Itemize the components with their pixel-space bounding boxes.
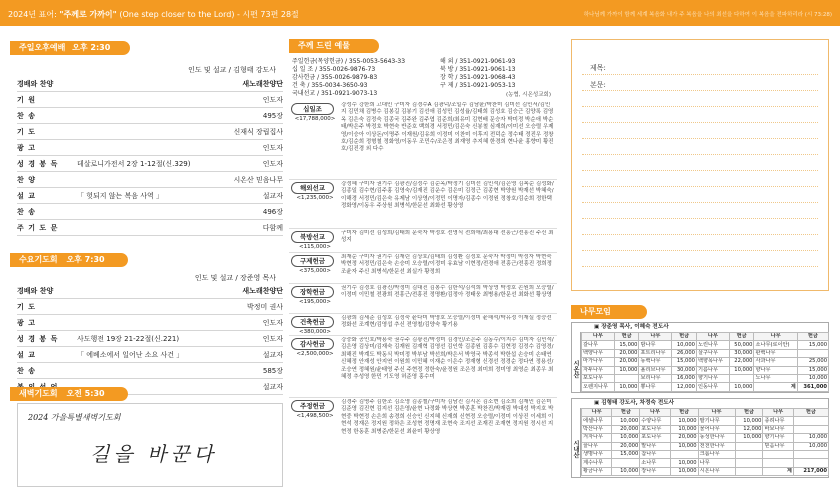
offering-category-tag: 해외선교 <box>291 182 334 194</box>
sunday-title-text: 주일오후예배 <box>19 43 66 52</box>
tree-amount-cell: 30,000 <box>729 349 754 357</box>
tree-amount-cell <box>729 374 754 382</box>
order-row <box>17 76 283 92</box>
tree-name-cell: 밤나무 <box>639 341 672 349</box>
tree-amount-cell: 10,000 <box>670 467 698 475</box>
tree-amount-cell: 15,000 <box>614 341 639 349</box>
tree-name-cell: 계 <box>754 383 797 391</box>
motto-title: "주께로 가까이" <box>59 10 117 19</box>
order-detail: 「 헛되지 않는 복음 사역 」 <box>77 191 163 200</box>
order-row <box>17 363 283 379</box>
order-row <box>17 188 283 204</box>
account-line: 건 축 / 355-0034-3650-93 <box>292 82 368 89</box>
note-line <box>582 106 818 107</box>
order-label: 성 경 봉 독 <box>17 334 59 343</box>
order-label: 찬 송 <box>17 207 36 216</box>
offering-category-tag: 감사헌금 <box>291 338 334 350</box>
table-header-row <box>582 409 829 417</box>
table-row <box>582 341 829 349</box>
account-line: 국내선교 / 351-0921-9073-13 <box>292 90 378 97</box>
tree-name-cell: 마가나무 <box>582 358 615 366</box>
order-row <box>17 92 283 108</box>
order-row <box>17 108 283 124</box>
offering-donor-names: 강중화 공인호/박용숙 권수주 김광진/박정미 김경민/조은주 김동수/이지수 김미자 김민석/김은영 김상미/김재숙 김재원 김재혁 김영선 김인학 김종원 김흥수 김현정 김정수 김영경/최해진 박계도 박동식 박미정 박부남 박선희/박은서 박영국 박종석 박한섭 손승미 손태연 신혜정 안재성 안지연 이원희 이민혜 이재순 이은수 정재형 신경선 정경순 정다연 정용선/조승연 정혜원/윤태영 주신 주현정 정한숙/윤정원 조은정 최미희 정미영 최영순 최종우 최혜정 추성영 한민 기도영 허준영 홍수미 <box>341 337 554 381</box>
account-line: 북 방 / 351-0921-9061-13 <box>440 66 516 73</box>
dawn-time: 오전 5:30 <box>66 389 105 398</box>
tree-group-title: 나무모임 <box>571 305 647 319</box>
order-detail: 「 에베소에서 일어난 소요 사건 」 <box>77 350 184 359</box>
tree-name-cell: 백양나무 <box>582 349 615 357</box>
order-row <box>17 299 283 315</box>
tree-amount-cell: 10,000 <box>670 459 698 467</box>
tree-amount-cell: 30,000 <box>672 366 697 374</box>
column-header: 헌금 <box>797 333 828 341</box>
tree-amount-cell: 10,000 <box>729 383 754 391</box>
order-row <box>17 124 283 140</box>
offering-donor-names: 권기수 김경호 김광진/박정미 김대진 김봉수 김한석/김석희 박상영 박정호 손원희 오승렬/이정미 이민철 전광희 전흥근/전흥진 정명환/김정아 정태웅 최병용/한문선 최화선 황상영 <box>341 285 554 299</box>
order-row <box>17 156 283 172</box>
tree-name-cell: 포도나무 <box>640 434 670 442</box>
tree-amount-cell: 361,000 <box>797 383 828 391</box>
tree-name-cell: 갈나무 <box>582 341 615 349</box>
order-row <box>17 347 283 363</box>
tree-amount-cell: 20,000 <box>612 442 640 450</box>
tree-amount-cell: 10,000 <box>614 366 639 374</box>
tree-name-cell: 장나무 <box>640 467 670 475</box>
column-header: 헌금 <box>672 333 697 341</box>
tree-group-heading: ▣ 장준영 목사, 이혜숙 전도사 <box>594 324 669 330</box>
order-label: 광 고 <box>17 318 36 327</box>
account-line: 구 제 / 351-0921-9053-13 <box>440 82 516 89</box>
note-title-label: 제목: <box>590 64 606 72</box>
tree-amount-cell: 22,000 <box>729 358 754 366</box>
tree-amount-cell: 10,000 <box>797 374 828 382</box>
sunday-service-title <box>10 41 130 55</box>
column-header: 나무 <box>582 409 612 417</box>
offering-category-amount: <17,788,000> <box>294 116 336 122</box>
tree-amount-cell <box>735 467 763 475</box>
note-line <box>582 170 818 171</box>
order-leader: 인도자 <box>262 95 283 104</box>
order-label: 찬 송 <box>17 111 36 120</box>
tree-name-cell: 기름나무 <box>696 366 729 374</box>
note-line <box>582 122 818 123</box>
offering-category-tag: 십일조 <box>291 103 334 115</box>
tree-name-cell: 전천한나무 <box>698 442 735 450</box>
table-row <box>582 450 829 458</box>
tree-amount-cell <box>793 417 828 425</box>
offering-donor-names: 구미자 김미선 김성희/김태희 문숙자 박정호 전영식 전희애/최용대 전흥근/전흥진 주신 최성지 <box>341 230 554 244</box>
dawn-prayer-poster <box>17 403 283 487</box>
divider <box>289 252 557 253</box>
tree-amount-cell: 10,000 <box>793 434 828 442</box>
tree-name-cell: 노린나무 <box>696 341 729 349</box>
tree-name-cell: 종려나무 <box>763 417 793 425</box>
divider <box>289 228 557 229</box>
note-line <box>582 154 818 155</box>
table-row <box>582 358 829 366</box>
tree-name-cell: 바보나무 <box>763 425 793 433</box>
tree-amount-cell <box>614 374 639 382</box>
divider <box>289 397 557 398</box>
tree-name-cell: 백향목나무 <box>696 358 729 366</box>
tree-name-cell: 박산나무 <box>582 425 612 433</box>
order-leader: 다함께 <box>262 223 283 232</box>
offering-category-amount: <1,498,500> <box>296 413 334 419</box>
tree-amount-cell <box>670 450 698 458</box>
tree-name-cell: 나무 <box>698 459 735 467</box>
tree-amount-cell: 20,000 <box>670 434 698 442</box>
account-list <box>289 58 557 98</box>
tree-name-cell: 포도나무 <box>582 374 615 382</box>
tree-name-cell: 포도나무 <box>640 425 670 433</box>
offering-category-tag: 건축헌금 <box>291 316 334 328</box>
tree-name-cell: 향기나무 <box>763 434 793 442</box>
tree-group-panel <box>571 398 829 478</box>
tree-amount-cell: 10,000 <box>614 383 639 391</box>
tree-amount-cell: 50,000 <box>729 341 754 349</box>
table-row <box>582 442 829 450</box>
order-label: 주 기 도 문 <box>17 223 59 232</box>
tree-name-cell: 뽕나무 <box>639 383 672 391</box>
order-label: 찬 송 <box>17 366 36 375</box>
offering-donor-names: 강정혜 구미자 권기수 김광진/김정수 김순옥/박정기 김미선 김민석/김은영 김복순 김성화/김종일 김수현/김주홍 김영숙/김재진 김운수 김은미 김정근 김종현 박양원 박재선 박혜숙/이해경 서정민/김은숙 유제남 이상영/이정민 이명자/김종수 이정원 정창호/김순희 정한택 정화영/이동우 주상원 최병석/한문선 최화선 황상영 <box>341 181 554 210</box>
table-row <box>582 374 829 382</box>
tree-amount-cell: 10,000 <box>612 434 640 442</box>
column-header: 나무 <box>640 409 670 417</box>
order-label: 경배와 찬양 <box>17 286 54 295</box>
order-leader: 인도자 <box>262 318 283 327</box>
order-leader: 인도자 <box>262 143 283 152</box>
offering-category-tag: 주정헌금 <box>291 400 334 412</box>
tree-name-cell: 계 <box>763 467 793 475</box>
order-leader: 인도자 <box>262 159 283 168</box>
tree-amount-cell: 10,000 <box>672 341 697 349</box>
column-header: 헌금 <box>729 333 754 341</box>
tree-name-cell: 포트리나무 <box>639 349 672 357</box>
tree-name-cell: 참나무 <box>640 450 670 458</box>
tree-amount-cell <box>612 459 640 467</box>
tree-amount-cell: 26,000 <box>672 349 697 357</box>
divider <box>289 313 557 314</box>
order-label: 찬 양 <box>17 175 36 184</box>
order-label: 기 도 <box>17 127 36 136</box>
tree-amount-cell: 10,000 <box>670 425 698 433</box>
column-header: 헌금 <box>614 333 639 341</box>
bank-note: (농협, 시온성교회) <box>506 92 551 98</box>
column-header: 나무 <box>639 333 672 341</box>
column-header: 헌금 <box>612 409 640 417</box>
order-row <box>17 220 283 236</box>
tree-name-cell: 수양나무 <box>640 417 670 425</box>
column-header: 헌금 <box>670 409 698 417</box>
order-leader: 신재식 장립집사 <box>233 127 283 136</box>
offering-donor-names: 최재순 구미자 권기수 김재린 김상호/김태희 김성환 김정호 문숙자 박정미 박정자 박현숙 박현정 서정민/김은숙 손승미 오승렬/이정미 유효남 이현정/전경애 전흥근/전흥진 정희정 조윤자 주신 최병석/한문선 최실가 황정희 <box>341 254 552 275</box>
order-leader: 496장 <box>262 207 283 216</box>
account-line: 십 일 조 / 355-0026-9876-73 <box>292 66 376 73</box>
tree-group-heading: ▣ 김형태 강도사, 차정숙 전도사 <box>594 400 675 406</box>
tree-name-cell: 겨자나무 <box>582 434 612 442</box>
order-detail: 사도행전 19장 21-22절(신.221) <box>77 334 180 343</box>
column-header: 나무 <box>696 333 729 341</box>
order-label: 경배와 찬양 <box>17 79 54 88</box>
account-line: 해 외 / 351-0921-9061-93 <box>440 58 516 65</box>
column-header: 나무 <box>754 333 797 341</box>
tree-amount-cell: 10,000 <box>729 366 754 374</box>
account-line: 주일헌금(목양헌금) / 355-0053-5643-33 <box>292 58 406 65</box>
tree-amount-cell: 15,000 <box>797 341 828 349</box>
order-label: 기 원 <box>17 95 36 104</box>
tree-amount-cell <box>797 349 828 357</box>
motto-suffix: (One step closer to the Lord) - 시편 73편 28절 <box>119 10 299 19</box>
order-label: 기 도 <box>17 302 36 311</box>
tree-name-cell <box>763 450 793 458</box>
order-leader: 새노래찬양단 <box>242 79 283 88</box>
tree-name-cell: 시온나무 <box>698 467 735 475</box>
tree-name-cell: 꿀나무 <box>582 442 612 450</box>
tree-name-cell: 올리브나무 <box>639 366 672 374</box>
order-leader: 495장 <box>262 111 283 120</box>
order-leader: 시온산 믿음나무 <box>233 175 283 184</box>
wednesday-time: 오후 7:30 <box>66 255 105 264</box>
tree-name-cell: 동백나무 <box>639 358 672 366</box>
order-row <box>17 204 283 220</box>
order-leader: 인도자 <box>262 334 283 343</box>
column-header: 헌금 <box>735 409 763 417</box>
order-label: 성 경 봉 독 <box>17 159 59 168</box>
tree-amount-cell: 20,000 <box>612 425 640 433</box>
tree-name-cell: 에셀나무 <box>582 417 612 425</box>
tree-amount-cell: 10,000 <box>612 467 640 475</box>
table-row <box>582 425 829 433</box>
tree-amount-cell <box>735 442 763 450</box>
tree-name-cell: 황금나무 <box>582 467 612 475</box>
tree-group-region: 시내산 <box>572 408 581 477</box>
account-line: 장 학 / 351-0921-9068-43 <box>440 74 516 81</box>
note-line <box>582 234 818 235</box>
offering-category-amount: <1,235,000> <box>296 195 334 201</box>
tree-group-panel <box>571 322 829 393</box>
account-line: 감사헌금 / 355-0026-9879-83 <box>292 74 378 81</box>
offering-category-amount: <375,000> <box>299 268 331 274</box>
tree-amount-cell: 15,000 <box>672 358 697 366</box>
table-row <box>582 434 829 442</box>
tree-amount-cell <box>793 425 828 433</box>
tree-name-cell: 팔기나무 <box>698 417 735 425</box>
order-leader: 585장 <box>262 366 283 375</box>
tree-name-cell: 생명나무 <box>582 450 612 458</box>
tree-amount-cell: 10,000 <box>735 434 763 442</box>
order-row <box>17 315 283 331</box>
column-header: 나무 <box>698 409 735 417</box>
tree-amount-cell: 10,000 <box>612 417 640 425</box>
note-line <box>582 90 818 91</box>
motto-line <box>8 9 299 20</box>
table-row <box>582 467 829 475</box>
note-line <box>582 186 818 187</box>
offering-category-tag: 장학헌금 <box>291 286 334 298</box>
tree-group-region: 시온산 <box>572 332 581 392</box>
sunday-preacher: 인도 및 설교 / 김형태 강도사 <box>188 66 276 74</box>
tree-name-cell: 판백나무 <box>754 349 797 357</box>
tree-amount-cell: 10,000 <box>670 417 698 425</box>
note-line <box>582 250 818 251</box>
divider <box>289 283 557 284</box>
tree-amount-cell: 10,000 <box>670 442 698 450</box>
order-leader: 설교자 <box>262 191 283 200</box>
motto-prefix: 2024년 표어: <box>8 10 57 19</box>
divider <box>289 335 557 336</box>
tree-name-cell <box>763 459 793 467</box>
note-line <box>582 218 818 219</box>
offering-category-amount: <115,000> <box>299 244 331 250</box>
column-header: 헌금 <box>793 409 828 417</box>
column-header: 나무 <box>582 333 615 341</box>
order-leader: 박정미 권사 <box>246 302 283 311</box>
offering-donor-names: 김경주 김명주 김한조 김소영 김종철/구미자 김남진 김시온 김소현 김소희 김재민 김은미 김준영 김진현 김지선 김은영/윤현 나정화 박상현 박종훈 박찬진/박재림 박대성 박지호 박현중 박현정 손은희 송경희 신승인 신지혜 신재희 신현정 오승렬/이정미 이상진 이세희 이현석 정재은 정지원 정하은 조성현 정명재 조현숙 조지선 조재진 조재현 정지원 정시선 지현정 한동훈 최병준/한문선 최윤미 황상영 <box>341 399 554 435</box>
dawn-title-text: 새벽기도회 <box>19 389 58 398</box>
sermon-note-area <box>571 39 829 291</box>
tree-amount-cell: 10,000 <box>793 442 828 450</box>
tree-name-cell: 오렌지나무 <box>582 383 615 391</box>
order-leader: 설교자 <box>262 350 283 359</box>
tree-name-cell: 노나무 <box>754 374 797 382</box>
tree-amount-cell <box>793 459 828 467</box>
tree-name-cell: 살구나무 <box>696 349 729 357</box>
tree-name-cell: 말나무 <box>640 442 670 450</box>
offering-donor-names: 김광희 김세준 김성호 김정숙 윤다미 박영호 오승렬/이정미 윤해석/박유정 이재실 정승선 정화선 조계현/김영섭 추신 전영철/김양숙 황기용 <box>341 315 552 329</box>
tree-name-cell: 자두나무 <box>582 366 615 374</box>
account-list-left <box>292 58 405 98</box>
tree-amount-cell: 217,000 <box>793 467 828 475</box>
tree-name-cell: 물어나무 <box>698 425 735 433</box>
offering-category-amount: <380,000> <box>299 329 331 335</box>
order-leader: 새노래찬양단 <box>242 286 283 295</box>
dawn-service-title <box>10 387 128 401</box>
tree-amount-cell: 12,000 <box>672 383 697 391</box>
offering-category-tag: 구제헌금 <box>291 255 334 267</box>
order-label: 설 교 <box>17 350 36 359</box>
tree-offering-table <box>581 332 829 392</box>
wednesday-service-title <box>10 253 128 267</box>
table-row <box>582 349 829 357</box>
table-row <box>582 366 829 374</box>
poster-calligraphy: 길을 바꾼다 <box>90 442 217 466</box>
offering-donor-names: 강성수 강한희 고대민 구미자 김경수A 김광덕/조일수 김남윤/박찬미 김미선 김민서/김민지 김민채 김병수 김봉길 김봉기 김선애 김성민 김성율/김태희 김성호 김승근 김양록 김영옥 김은숙 김정숙 김종국 김주완 김주엽 김준희/최유미 김현배 문승자 박미정 박순애 박순태/박은주 박정호 박현숙 반준호 백희경 서정민/김은숙 신봉철 심재희/이미선 오승렬 우제영/이승아 이상돈/이명주 이재원/김유희 이정미 이찬미 이후지 전덕순 정수태 정진우 정창호/김순희 정형철 정화영/이동우 조민수/조은정 최재영 추지혜 한경희 현나윤 홍향미 황진호/김진경 외 다수 <box>341 102 554 153</box>
table-row <box>582 383 829 391</box>
wednesday-preacher: 인도 및 설교 / 장준영 목사 <box>194 274 276 282</box>
note-line <box>582 74 818 75</box>
offering-title: 주께 드린 예물 <box>289 39 379 53</box>
note-line <box>582 138 818 139</box>
tree-amount-cell: 25,000 <box>797 358 828 366</box>
banner-right-text: 하나님께 가까이 함께 세계 복음화 내가 주 복음을 나의 최선을 다하여 이 복음을 전파하리라 (시 73:28) <box>583 12 832 18</box>
tree-amount-cell: 10,000 <box>735 417 763 425</box>
tree-name-cell: 향기나무 <box>696 374 729 382</box>
table-row <box>582 459 829 467</box>
tree-name-cell: 향나무 <box>754 366 797 374</box>
order-label: 광 고 <box>17 143 36 152</box>
tree-name-cell: 보리나무 <box>639 374 672 382</box>
wednesday-title-text: 수요기도회 <box>19 255 58 264</box>
column-header: 나무 <box>763 409 793 417</box>
top-banner <box>0 0 840 26</box>
note-scripture-label: 본문: <box>590 81 606 89</box>
tree-offering-table <box>581 408 829 476</box>
tree-name-cell: 계수나무 <box>582 459 612 467</box>
order-leader: 설교자 <box>262 382 283 391</box>
order-detail: 데살로니가전서 2장 1-12절(신.329) <box>77 159 191 168</box>
divider <box>289 179 557 180</box>
note-line <box>582 266 818 267</box>
tree-amount-cell <box>735 450 763 458</box>
order-label: 설 교 <box>17 191 36 200</box>
tree-name-cell: 믿음나무 <box>763 442 793 450</box>
tree-name-cell: 크롬나무 <box>698 450 735 458</box>
tree-amount-cell: 20,000 <box>614 349 639 357</box>
order-row <box>17 331 283 347</box>
tree-name-cell: 사과나무 <box>754 358 797 366</box>
sunday-time: 오후 2:30 <box>72 43 111 52</box>
tree-amount-cell <box>735 459 763 467</box>
tree-name-cell: 인동나무 <box>696 383 729 391</box>
tree-name-cell: 동성한나무 <box>698 434 735 442</box>
offering-category-amount: <195,000> <box>299 299 331 305</box>
table-row <box>582 417 829 425</box>
tree-name-cell: 소나무(로이안) <box>754 341 797 349</box>
order-row <box>17 172 283 188</box>
tree-amount-cell: 20,000 <box>614 358 639 366</box>
order-row <box>17 283 283 299</box>
tree-name-cell: 소나무 <box>640 459 670 467</box>
tree-amount-cell: 16,000 <box>672 374 697 382</box>
note-line <box>582 202 818 203</box>
tree-amount-cell: 12,000 <box>735 425 763 433</box>
tree-amount-cell: 15,000 <box>612 450 640 458</box>
table-header-row <box>582 333 829 341</box>
offering-category-tag: 북방선교 <box>291 231 334 243</box>
poster-caption: 2024 가을특별새벽기도회 <box>28 413 121 422</box>
tree-amount-cell <box>793 450 828 458</box>
tree-amount-cell: 15,000 <box>797 366 828 374</box>
account-list-right <box>440 58 515 90</box>
order-row <box>17 140 283 156</box>
offering-category-amount: <2,500,000> <box>296 351 334 357</box>
